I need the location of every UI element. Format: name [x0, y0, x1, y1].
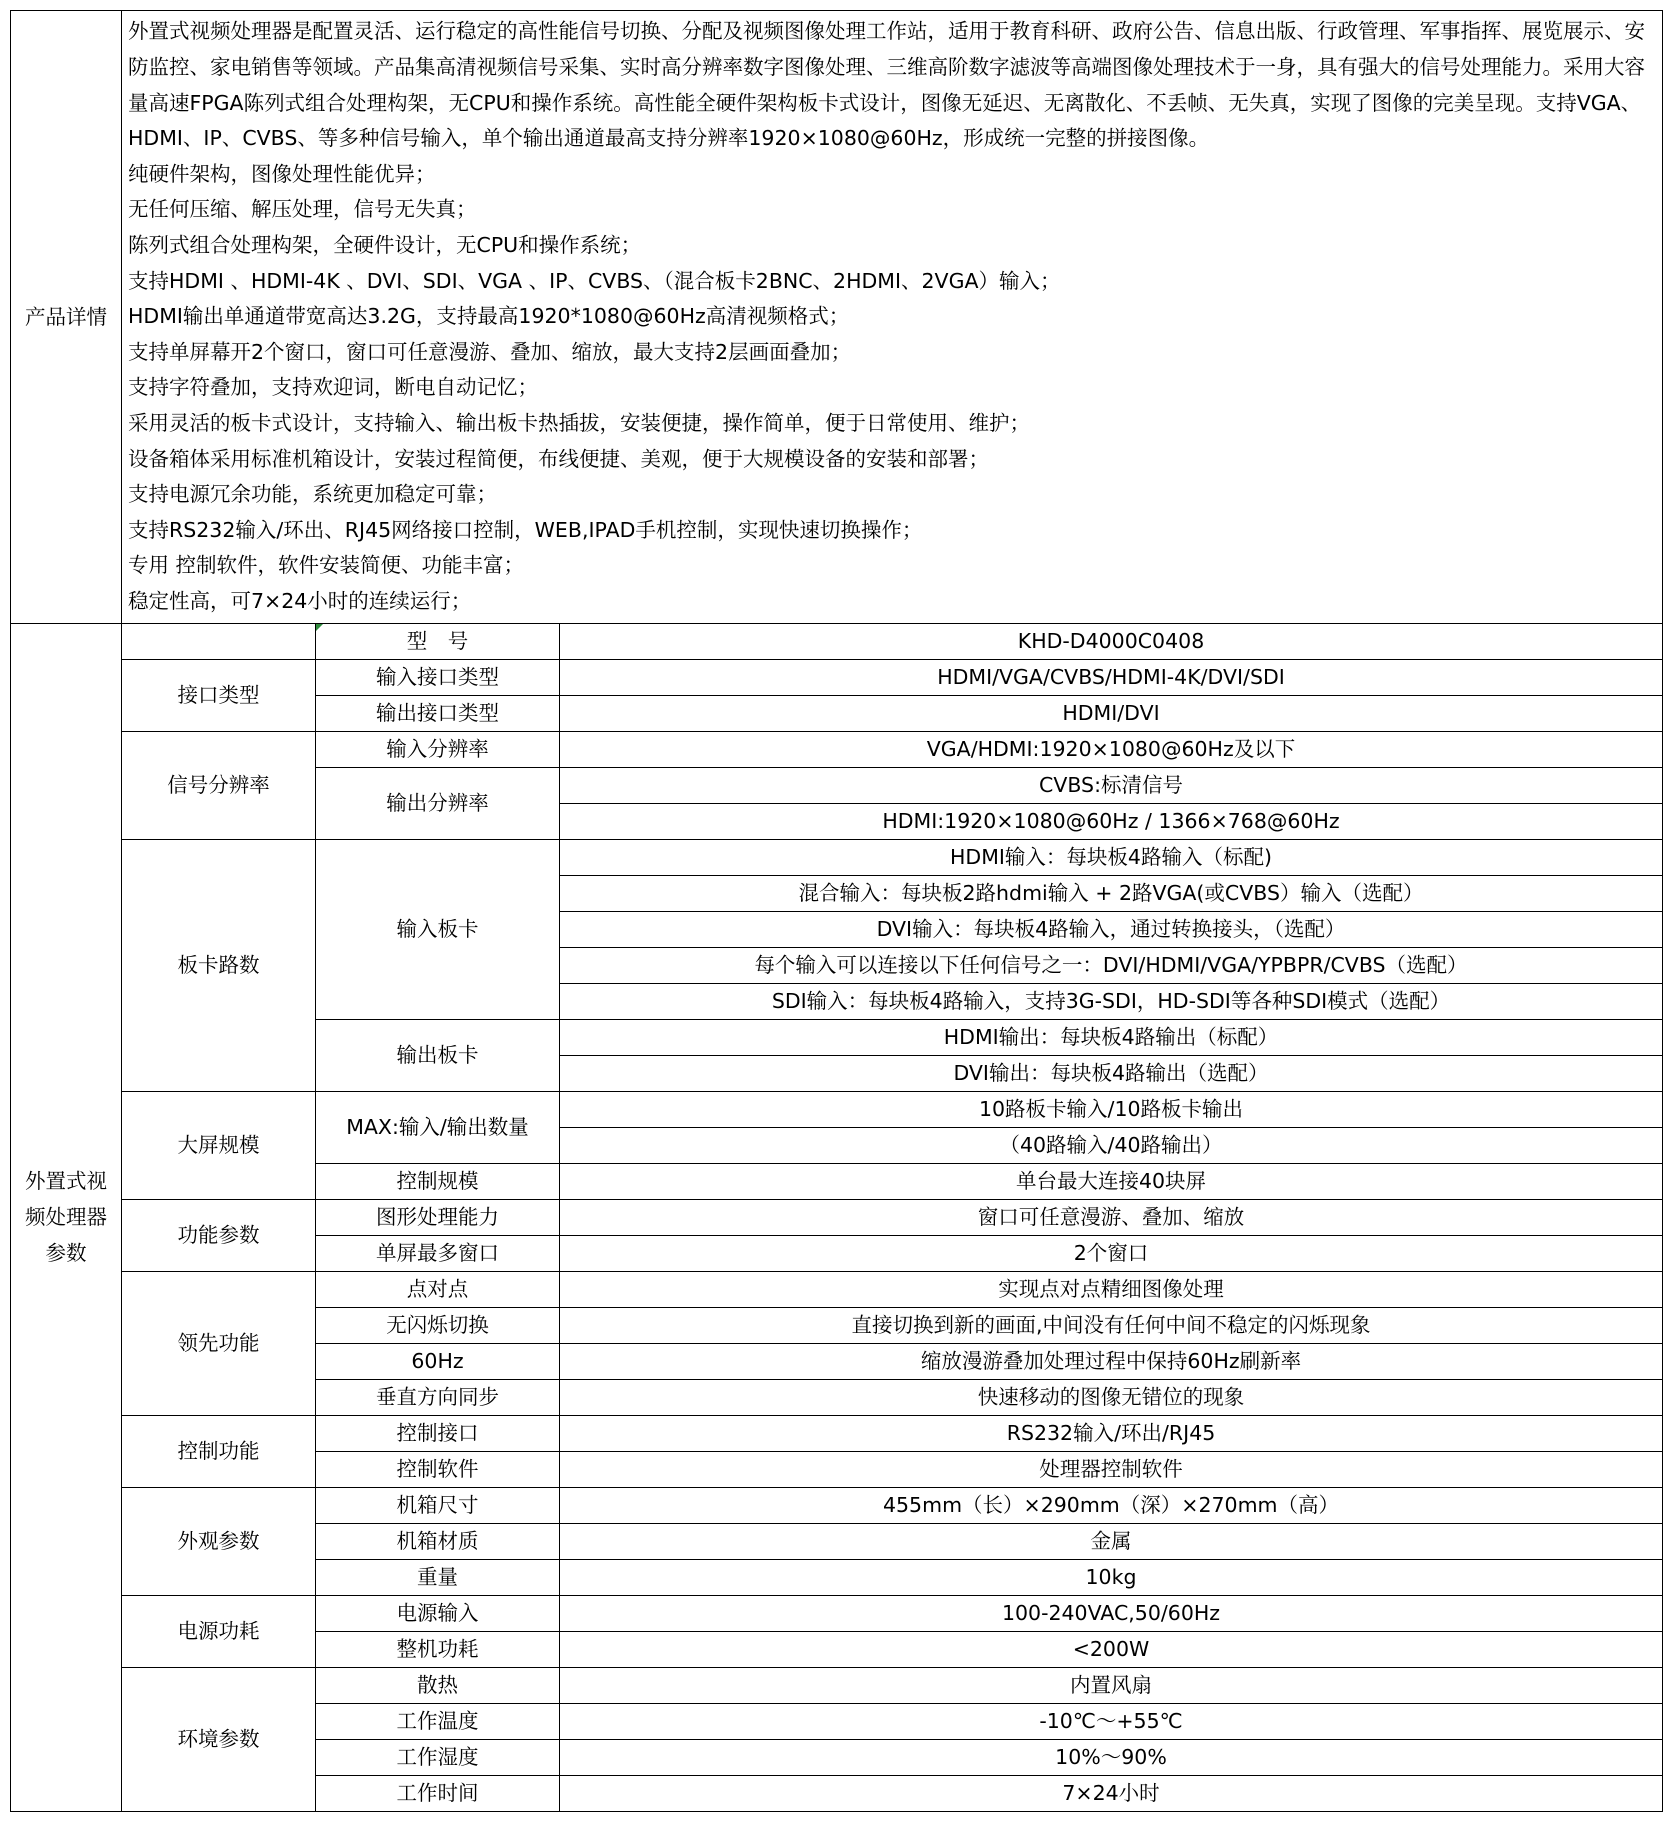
row-label: 输入分辨率 — [316, 731, 560, 767]
row-value: 2个窗口 — [560, 1235, 1663, 1271]
row-value: DVI输入：每块板4路输入，通过转换接头，（选配） — [560, 911, 1663, 947]
row-label: 60Hz — [316, 1343, 560, 1379]
row-label: 输出分辨率 — [316, 767, 560, 839]
row-value: -10℃～+55℃ — [560, 1703, 1663, 1739]
details-line: 支持RS232输入/环出、RJ45网络接口控制，WEB,IPAD手机控制，实现快速切换操作； — [128, 517, 923, 542]
row-value: HDMI:1920×1080@60Hz / 1366×768@60Hz — [560, 803, 1663, 839]
details-line: 无任何压缩、解压处理，信号无失真； — [128, 197, 477, 222]
row-value: 内置风扇 — [560, 1667, 1663, 1703]
empty-cell — [122, 623, 316, 659]
params-table — [10, 623, 1663, 1812]
details-line: 纯硬件架构，图像处理性能优异； — [128, 161, 436, 186]
model-label: 型 号 — [316, 623, 560, 659]
table-row — [11, 1415, 1663, 1451]
row-value: HDMI/DVI — [560, 695, 1663, 731]
row-value: （40路输入/40路输出） — [560, 1127, 1663, 1163]
row-value: HDMI输入：每块板4路输入（标配) — [560, 839, 1663, 875]
row-label: 工作时间 — [316, 1775, 560, 1811]
row-value: HDMI输出：每块板4路输出（标配） — [560, 1019, 1663, 1055]
details-line: 设备箱体采用标准机箱设计，安装过程简便，布线便捷、美观，便于大规模设备的安装和部署； — [128, 446, 989, 471]
row-label: 机箱尺寸 — [316, 1487, 560, 1523]
group-label: 控制功能 — [122, 1415, 316, 1487]
row-label: 图形处理能力 — [316, 1199, 560, 1235]
group-label: 电源功耗 — [122, 1595, 316, 1667]
row-label: 电源输入 — [316, 1595, 560, 1631]
row-label: 控制软件 — [316, 1451, 560, 1487]
row-label: 输入接口类型 — [316, 659, 560, 695]
row-value: 缩放漫游叠加处理过程中保持60Hz刷新率 — [560, 1343, 1663, 1379]
table-row — [11, 839, 1663, 875]
row-label: 机箱材质 — [316, 1523, 560, 1559]
row-value: 快速移动的图像无错位的现象 — [560, 1379, 1663, 1415]
row-value: SDI输入：每块板4路输入，支持3G-SDI，HD-SDI等各种SDI模式（选配） — [560, 983, 1663, 1019]
table-row — [11, 1271, 1663, 1307]
details-label: 产品详情 — [11, 11, 122, 624]
row-label: 工作湿度 — [316, 1739, 560, 1775]
group-label: 环境参数 — [122, 1667, 316, 1811]
row-value: VGA/HDMI:1920×1080@60Hz及以下 — [560, 731, 1663, 767]
details-line: 采用灵活的板卡式设计，支持输入、输出板卡热插拔，安装便捷，操作简单，便于日常使用、维护； — [128, 410, 1030, 435]
row-label: 输入板卡 — [316, 839, 560, 1019]
row-label: 无闪烁切换 — [316, 1307, 560, 1343]
row-value: 单台最大连接40块屏 — [560, 1163, 1663, 1199]
row-label: 散热 — [316, 1667, 560, 1703]
row-value: DVI输出：每块板4路输出（选配） — [560, 1055, 1663, 1091]
group-label: 功能参数 — [122, 1199, 316, 1271]
details-line: HDMI输出单通道带宽高达3.2G，支持最高1920*1080@60Hz高清视频格式； — [128, 304, 850, 329]
group-label: 接口类型 — [122, 659, 316, 731]
row-value: CVBS:标清信号 — [560, 767, 1663, 803]
details-line: 支持单屏幕开2个窗口，窗口可任意漫游、叠加、缩放，最大支持2层画面叠加； — [128, 339, 852, 364]
row-label: 单屏最多窗口 — [316, 1235, 560, 1271]
table-row — [11, 1091, 1663, 1127]
details-table — [10, 10, 1663, 624]
row-value: 处理器控制软件 — [560, 1451, 1663, 1487]
row-value: 455mm（长）×290mm（深）×270mm（高） — [560, 1487, 1663, 1523]
group-label: 领先功能 — [122, 1271, 316, 1415]
params-label: 外置式视频处理器参数 — [11, 623, 122, 1811]
details-line: 陈列式组合处理构架，全硬件设计，无CPU和操作系统； — [128, 233, 642, 258]
model-value: KHD-D4000C0408 — [560, 623, 1663, 659]
row-label: 输出接口类型 — [316, 695, 560, 731]
row-value: 100-240VAC,50/60Hz — [560, 1595, 1663, 1631]
table-row — [11, 1199, 1663, 1235]
row-label: MAX:输入/输出数量 — [316, 1091, 560, 1163]
row-value: 10%～90% — [560, 1739, 1663, 1775]
group-label: 大屏规模 — [122, 1091, 316, 1199]
row-value: 每个输入可以连接以下任何信号之一：DVI/HDMI/VGA/YPBPR/CVBS（选配） — [560, 947, 1663, 983]
group-label: 外观参数 — [122, 1487, 316, 1595]
row-value: 实现点对点精细图像处理 — [560, 1271, 1663, 1307]
table-row — [11, 659, 1663, 695]
group-label: 信号分辨率 — [122, 731, 316, 839]
details-line: 支持电源冗余功能，系统更加稳定可靠； — [128, 482, 497, 507]
details-intro: 外置式视频处理器是配置灵活、运行稳定的高性能信号切换、分配及视频图像处理工作站，适用于教育科研、政府公告、信息出版、行政管理、军事指挥、展览展示、安防监控、家电销售等领域。产品集高清视频信号采集、实时高分辨率数字图像处理、三维高阶数字滤波等高端图像处理技术于一身，具有强大的信号处理能力。采用大容量高速FPGA陈列式组合处理构架，无CPU和操作系统。高性能全硬件架构板卡式设计，图像无延迟、无离散化、不丢帧、无失真，实现了图像的完美呈现。支持VGA、HDMI、IP、CVBS、等多种信号输入，单个输出通道最高支持分辨率1920×1080@60Hz，形成统一完整的拼接图像。 — [128, 19, 1645, 151]
table-row — [11, 1595, 1663, 1631]
details-line: 支持HDMI 、HDMI-4K 、DVI、SDI、VGA 、IP、CVBS、（混合板卡2BNC、2HDMI、2VGA）输入； — [128, 268, 1061, 293]
row-label: 整机功耗 — [316, 1631, 560, 1667]
row-value: 10路板卡输入/10路板卡输出 — [560, 1091, 1663, 1127]
spec-sheet — [10, 10, 1662, 1812]
group-label: 板卡路数 — [122, 839, 316, 1091]
row-value: 10kg — [560, 1559, 1663, 1595]
row-value: HDMI/VGA/CVBS/HDMI-4K/DVI/SDI — [560, 659, 1663, 695]
table-row — [11, 623, 1663, 659]
row-label: 工作温度 — [316, 1703, 560, 1739]
row-value: 7×24小时 — [560, 1775, 1663, 1811]
row-label: 控制规模 — [316, 1163, 560, 1199]
row-label: 垂直方向同步 — [316, 1379, 560, 1415]
row-label: 重量 — [316, 1559, 560, 1595]
table-row — [11, 731, 1663, 767]
details-row — [11, 11, 1663, 624]
row-value: 直接切换到新的画面,中间没有任何中间不稳定的闪烁现象 — [560, 1307, 1663, 1343]
details-content — [122, 11, 1663, 624]
details-line: 稳定性高，可7×24小时的连续运行； — [128, 588, 472, 613]
row-label: 控制接口 — [316, 1415, 560, 1451]
row-value: 金属 — [560, 1523, 1663, 1559]
row-value: 混合输入：每块板2路hdmi输入 + 2路VGA(或CVBS）输入（选配） — [560, 875, 1663, 911]
details-line: 支持字符叠加，支持欢迎词，断电自动记忆； — [128, 375, 538, 400]
row-value: 窗口可任意漫游、叠加、缩放 — [560, 1199, 1663, 1235]
table-row — [11, 1487, 1663, 1523]
row-label: 点对点 — [316, 1271, 560, 1307]
row-value: <200W — [560, 1631, 1663, 1667]
details-line: 专用 控制软件，软件安装简便、功能丰富； — [128, 553, 525, 578]
row-label: 输出板卡 — [316, 1019, 560, 1091]
row-value: RS232输入/环出/RJ45 — [560, 1415, 1663, 1451]
table-row — [11, 1667, 1663, 1703]
